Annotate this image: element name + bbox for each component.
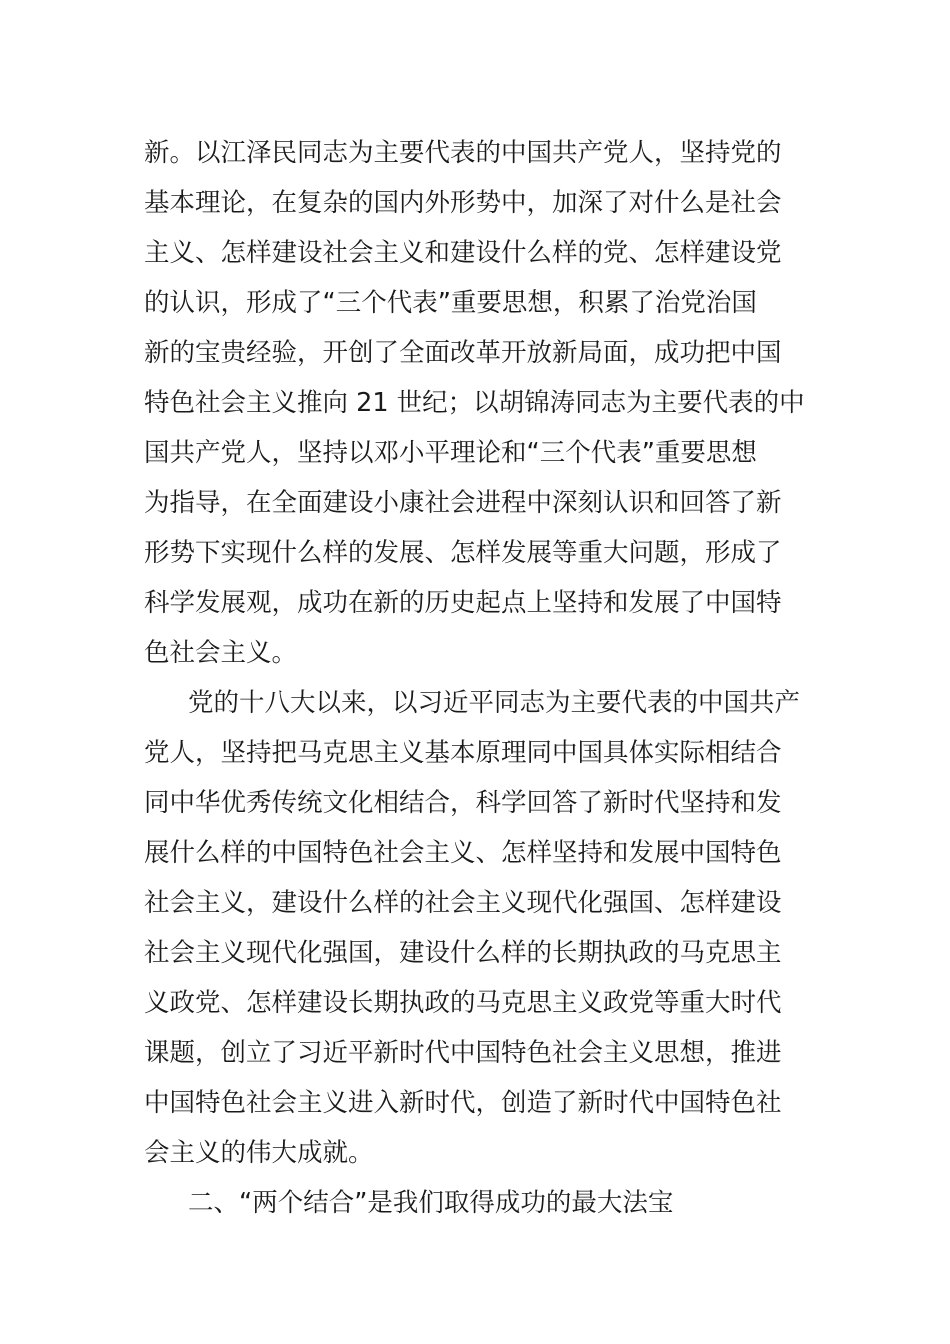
section-heading: 二、“两个结合”是我们取得成功的最大法宝 — [188, 1188, 674, 1218]
paragraph-2-line: 展什么样的中国特色社会主义、怎样坚持和发展中国特色 — [144, 838, 782, 868]
paragraph-1-line: 新。以江泽民同志为主要代表的中国共产党人，坚持党的 — [144, 138, 782, 168]
paragraph-2-line: 会主义的伟大成就。 — [144, 1138, 374, 1168]
paragraph-1-line: 主义、怎样建设社会主义和建设什么样的党、怎样建设党 — [144, 238, 782, 268]
paragraph-1-line: 形势下实现什么样的发展、怎样发展等重大问题，形成了 — [144, 538, 782, 568]
paragraph-2-line: 同中华优秀传统文化相结合，科学回答了新时代坚持和发 — [144, 788, 782, 818]
paragraph-2-line: 社会主义，建设什么样的社会主义现代化强国、怎样建设 — [144, 888, 782, 918]
paragraph-2-line: 党人，坚持把马克思主义基本原理同中国具体实际相结合 — [144, 738, 782, 768]
paragraph-1-line: 国共产党人，坚持以邓小平理论和“三个代表”重要思想 — [144, 438, 757, 468]
paragraph-1-line: 为指导，在全面建设小康社会进程中深刻认识和回答了新 — [144, 488, 782, 518]
paragraph-1-line: 的认识，形成了“三个代表”重要思想，积累了治党治国 — [144, 288, 757, 318]
paragraph-1-line: 色社会主义。 — [144, 638, 298, 668]
paragraph-2-line: 党的十八大以来，以习近平同志为主要代表的中国共产 — [188, 688, 801, 718]
paragraph-2-line: 义政党、怎样建设长期执政的马克思主义政党等重大时代 — [144, 988, 782, 1018]
paragraph-1-line: 特色社会主义推向 21 世纪；以胡锦涛同志为主要代表的中 — [144, 388, 805, 418]
paragraph-1-line: 基本理论，在复杂的国内外形势中，加深了对什么是社会 — [144, 188, 782, 218]
paragraph-1-line: 新的宝贵经验，开创了全面改革开放新局面，成功把中国 — [144, 338, 782, 368]
paragraph-2-line: 课题，创立了习近平新时代中国特色社会主义思想，推进 — [144, 1038, 782, 1068]
paragraph-1-line: 科学发展观，成功在新的历史起点上坚持和发展了中国特 — [144, 588, 782, 618]
paragraph-2-line: 社会主义现代化强国，建设什么样的长期执政的马克思主 — [144, 938, 782, 968]
paragraph-2-line: 中国特色社会主义进入新时代，创造了新时代中国特色社 — [144, 1088, 782, 1118]
